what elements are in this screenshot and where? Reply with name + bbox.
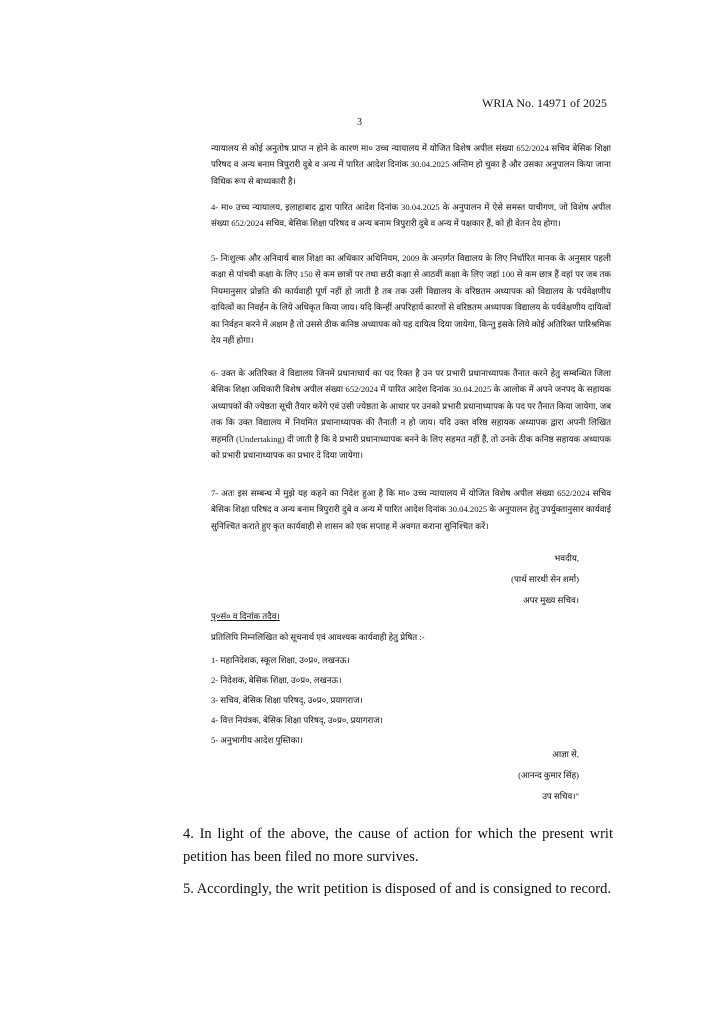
copy-list-item: 4- वित्त नियंत्रक, बेसिक शिक्षा परिषद्, उ०प्र०, प्रयागराज।	[211, 715, 383, 725]
page-number: 3	[357, 117, 362, 128]
signatory-designation: अपर मुख्य सचिव।	[523, 595, 579, 605]
second-signatory-name: (आनन्द कुमार सिंह)	[518, 770, 579, 780]
scanned-paragraph-7: 7- अतः इस सम्बन्ध में मुझे यह कहने का निदेश हुआ है कि मा० उच्च न्यायालय में योजित विशेष अपील संख्या 652/2024 सचिव बेसिक शिक्षा परिषद व अन्य बनाम त्रिपुरारी दुबे व अन्य में पारित आदेश दिनांक 30.04.2025 के अनुपालन हेतु उपर्युक्तानुसार कार्यवाई सुनिश्चित कराते हुए कृत कार्यवाही से शासन को एक सप्ताह में अवगत कराना सुनिश्चित करें।	[211, 488, 611, 531]
signature-salutation: भवदीय,	[554, 553, 579, 563]
signatory-name: (पार्थ सारथी सेन शर्मा)	[511, 574, 579, 584]
order-paragraph-4: 4. In light of the above, the cause of action for which the present writ petition has been filed no more survives.	[183, 826, 613, 865]
scanned-paragraph-5: 5- निःशुल्क और अनिवार्य बाल शिक्षा का अधिकार अधिनियम, 2009 के अन्तर्गत विद्यालय के लिए निर्धारित मानक के अनुसार पहली कक्षा से पांचवी कक्षा के लिए 150 से कम छात्रों पर तथा छठी कक्षा से आठवीं कक्षा के लिए जहां 100 से कम छात्र हैं वहां पर जब तक नियमानुसार प्रोन्नति की कार्यवाही पूर्ण नहीं हो जाती है तब तक उसी विद्यालय के वरिष्ठतम अध्यापक को विद्यालय के पर्यवेक्षणीय दायित्वों का निवर्हन के लिये अधिकृत किया जाय। यदि किन्हीं अपरिहार्य कारणों से वरिष्ठतम अध्यापक विद्यालय के पर्यवेक्षणीय दायित्वों का निर्वहन करने में अक्षम है तो उससे ठीक कनिष्ठ अध्यापक को यह दायित्व दिया जायेगा, किन्तु इसके लिये कोई अतिरिक्त पारिश्रमिक देय नहीं होगा।	[211, 253, 611, 346]
copy-list-item: 2- निदेशक, बेसिक शिक्षा, उ०प्र०, लखनऊ।	[211, 675, 342, 685]
copy-list-item: 3- सचिव, बेसिक शिक्षा परिषद्, उ०प्र०, प्रयागराज।	[211, 695, 363, 705]
scanned-paragraph-6: 6- उक्त के अतिरिक्त वे विद्यालय जिनमें प्रधानाचार्य का पद रिक्त है उन पर प्रभारी प्रधानाध्यापक तैनात करने हेतु सम्बन्धित जिला बेसिक शिक्षा अधिकारी विशेष अपील संख्या 652/2024 में पारित आदेश दिनांक 30.04.2025 के आलोक में अपने जनपद के सहायक अध्यापकों की ज्येष्ठता सूची तैयार करेंगे एवं उसी ज्येष्ठता के आधार पर उनको प्रभारी प्रधानाध्यापक के पद पर तैनात किया जायेगा, जब तक कि उक्त विद्यालय में नियमित प्रधानाध्यापक की तैनाती न हो जाय। यदि उक्त वरिष्ठ सहायक अध्यापक द्वारा अपनी लिखित सहमति (Undertaking) दी जाती है कि वे प्रभारी प्रधानाध्यापक बनने के लिए सहमत नहीं हैं, तो उनके ठीक कनिष्ठ सहायक अध्यापक को प्रभारी प्रधानाध्यापक का प्रभार दे दिया जायेगा।	[211, 368, 611, 461]
copy-list-item: 5- अनुभागीय आदेश पुस्तिका।	[211, 735, 303, 745]
scanned-paragraph-continuation: न्यायालय से कोई अनुतोष प्राप्त न होने के कारण मा० उच्च न्यायालय में योजित विशेष अपील संख्या 652/2024 सचिव बेसिक शिक्षा परिषद व अन्य बनाम त्रिपुरारी दुबे व अन्य में पारित आदेश दिनांक 30.04.2025 अन्तिम हो चुका है और उसका अनुपालन किया जाना विधिक रूप से बाध्यकारी है।	[211, 143, 611, 186]
copy-intro: प्रतिलिपि निम्नलिखित को सूचनार्थ एवं आवश्यक कार्यवाही हेतु प्रेषित :-	[211, 632, 425, 642]
second-signature-salutation: आज्ञा से,	[552, 749, 579, 759]
copy-list-item: 1- महानिदेशक, स्कूल शिक्षा, उ०प्र०, लखनऊ।	[211, 655, 350, 665]
scanned-paragraph-4: 4- मा० उच्च न्यायालय, इलाहाबाद द्वारा पारित आदेश दिनांक 30.04.2025 के अनुपालन में ऐसे समस्त याचीगण, जो विशेष अपील संख्या 652/2024 सचिव, बेसिक शिक्षा परिषद व अन्य बनाम त्रिपुरारी दुबे व अन्य में पक्षकार हैं, को ही वेतन देय होगा।	[211, 202, 611, 229]
case-number: WRIA No. 14971 of 2025	[482, 96, 607, 110]
copy-reference: पृ०सं० व दिनांक तदैव।	[211, 611, 280, 621]
second-signatory-designation: उप सचिव।"	[542, 791, 579, 801]
order-paragraph-5: 5. Accordingly, the writ petition is disposed of and is consigned to record.	[183, 881, 611, 897]
